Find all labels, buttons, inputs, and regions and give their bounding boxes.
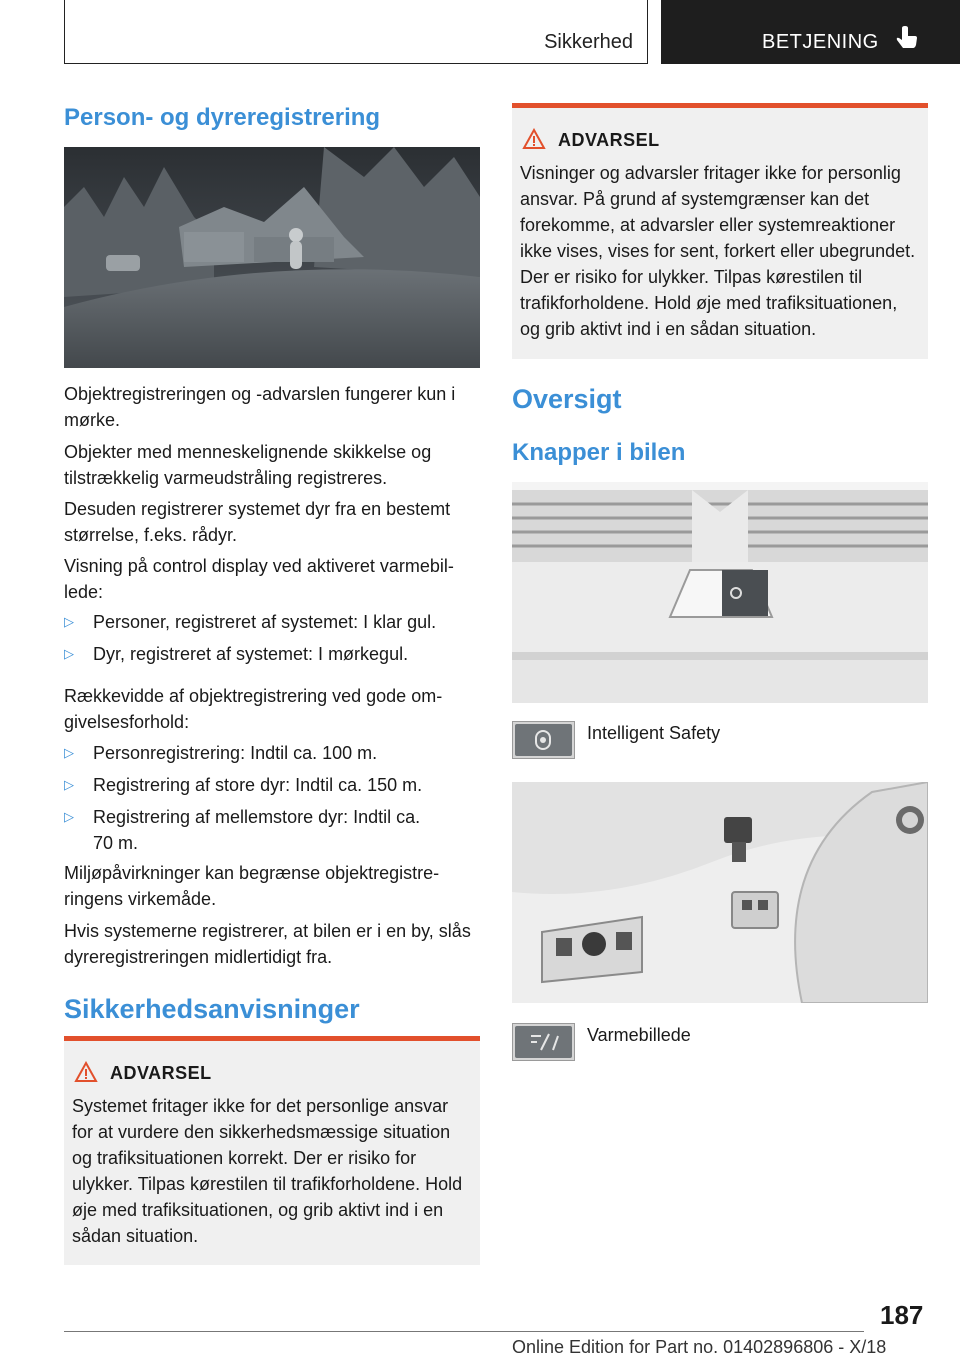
header-chapter-tab bbox=[661, 0, 960, 64]
warning-box bbox=[512, 103, 928, 359]
list-item: ▷ Personregistrering: Indtil ca. 100 m. bbox=[64, 740, 480, 766]
warning-label: ADVARSEL bbox=[558, 130, 660, 150]
section-title: Person- og dyreregistrering bbox=[64, 104, 381, 131]
triangle-bullet-icon: ▷ bbox=[64, 745, 74, 760]
subsection-heading: Knapper i bilen bbox=[512, 439, 686, 466]
paragraph: Objekter med menneskelignende skikkelse og tilstrækkelig varmeudstråling registreres. bbox=[64, 442, 432, 488]
triangle-bullet-icon: ▷ bbox=[64, 809, 74, 824]
section-heading: Sikkerhedsanvisninger bbox=[64, 994, 360, 1024]
list-item: ▷ Registrering af store dyr: Indtil ca. 150 m. bbox=[64, 772, 480, 798]
night-vision-icon bbox=[512, 1023, 575, 1061]
warning-text: Systemet fritager ikke for det personlige ansvar for at vurdere den sikkerhedsmæssige situation og trafiksituationen korrekt. Der er risiko for ulykker. Tilpas kørestilen til trafikforholdene. Hold øje med trafiksituationen, og grib aktivt ind i en sådan situation. bbox=[72, 1096, 463, 1246]
triangle-bullet-icon: ▷ bbox=[64, 777, 74, 792]
header-section-label: Sikkerhed bbox=[544, 31, 633, 53]
paragraph: Desuden registrerer systemet dyr fra en bestemt størrelse, f.eks. rådyr. bbox=[64, 499, 451, 545]
header-chapter-label: BETJENING bbox=[762, 31, 879, 53]
button-label: Varmebillede bbox=[587, 1025, 691, 1045]
dashboard-photo bbox=[512, 782, 928, 1003]
page-number: 187 bbox=[880, 1300, 924, 1330]
button-legend-night-vision bbox=[512, 1023, 928, 1063]
footer-divider bbox=[64, 1331, 864, 1332]
list-item: ▷ Dyr, registreret af systemet: I mørkegul. bbox=[64, 641, 480, 667]
edition-note: Online Edition for Part no. 01402896806 - X/18 bbox=[512, 1337, 887, 1357]
button-legend-intelligent-safety bbox=[512, 721, 928, 761]
pointing-hand-icon bbox=[895, 26, 919, 52]
warning-triangle-icon bbox=[522, 128, 546, 150]
warning-text: Visninger og advarsler fritager ikke for personlig ansvar. På grund af systemgrænser kan det forekomme, at advarsler eller systemreaktioner ikke vises, vises for sent, forkert eller ubegrundet. Der er risiko for ulykker. Tilpas kørestilen til trafikforholdene. Hold øje med trafiksituationen, og grib aktivt ind i en sådan situation. bbox=[520, 163, 916, 339]
paragraph: Hvis systemerne registrerer, at bilen er i en by, slås dyreregistreringen midlertidigt fra. bbox=[64, 921, 471, 967]
header-section-tab bbox=[64, 0, 648, 64]
list-item: ▷ Personer, registreret af systemet: I klar gul. bbox=[64, 609, 480, 635]
button-location-photo bbox=[512, 482, 928, 703]
warning-triangle-icon bbox=[74, 1061, 98, 1083]
triangle-bullet-icon: ▷ bbox=[64, 614, 74, 629]
paragraph: Objektregistreringen og -advarslen fungerer kun i mørke. bbox=[64, 384, 456, 430]
paragraph: Visning på control display ved aktiveret varmebillede: bbox=[64, 556, 454, 602]
paragraph: Rækkevidde af objektregistrering ved gode omgivelsesforhold: bbox=[64, 686, 443, 732]
warning-label: ADVARSEL bbox=[110, 1063, 212, 1083]
section-heading: Oversigt bbox=[512, 384, 622, 414]
triangle-bullet-icon: ▷ bbox=[64, 646, 74, 661]
button-label: Intelligent Safety bbox=[587, 723, 721, 743]
paragraph: Miljøpåvirkninger kan begrænse objektregistreringens virkemåde. bbox=[64, 863, 440, 909]
thermal-image bbox=[64, 147, 480, 368]
warning-box bbox=[64, 1036, 480, 1265]
list-item: ▷ Registrering af mellemstore dyr: Indtil ca. 70 m. bbox=[64, 804, 480, 856]
intelligent-safety-icon bbox=[512, 721, 575, 759]
